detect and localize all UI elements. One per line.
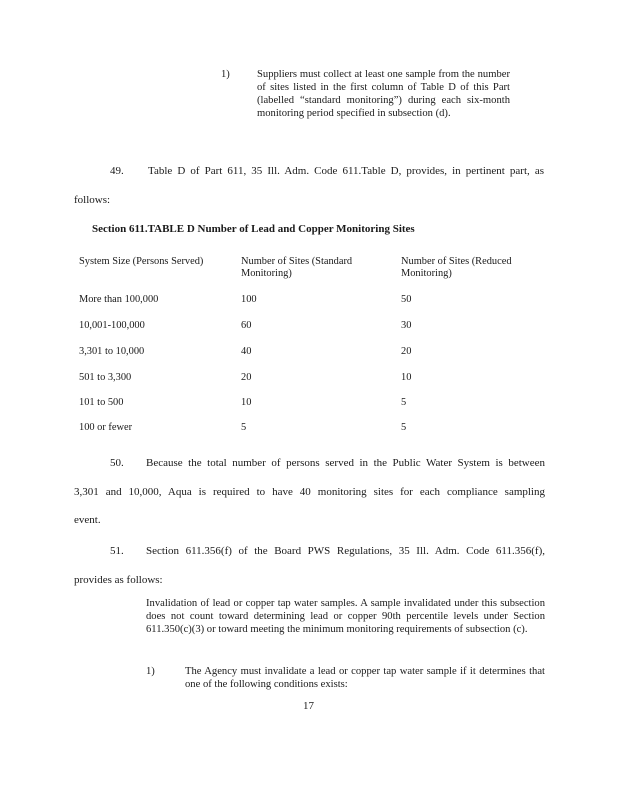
- paragraph-text: Section 611.356(f) of the Board PWS Regulations, 35 Ill. Adm. Code 611.356(f),: [146, 545, 545, 557]
- paragraph-number: 50.: [110, 457, 124, 469]
- table-header: Number of Sites (Reduced Monitoring): [401, 256, 512, 279]
- paragraph-text: provides as follows:: [74, 574, 163, 586]
- table-cell: 20: [401, 346, 412, 357]
- paragraph-text: follows:: [74, 194, 111, 206]
- table-cell: 30: [401, 320, 412, 331]
- paragraph-text: Because the total number of persons served in the Public Water System is between: [146, 457, 545, 469]
- table-cell: 10: [241, 397, 252, 408]
- table-cell: 50: [401, 294, 412, 305]
- paragraph-number: 49.: [110, 165, 124, 177]
- table-cell: 20: [241, 372, 252, 383]
- table-cell: More than 100,000: [79, 294, 159, 305]
- table-cell: 10: [401, 372, 412, 383]
- table-cell: 5: [241, 422, 247, 433]
- paragraph-text: event.: [74, 514, 101, 526]
- list-number: 1): [146, 666, 155, 677]
- table-cell: 3,301 to 10,000: [79, 346, 145, 357]
- table-cell: 5: [401, 422, 407, 433]
- table-header: Number of Sites (Standard Monitoring): [241, 256, 353, 279]
- table-cell: 101 to 500: [79, 397, 124, 408]
- list-item-text: The Agency must invalidate a lead or copper tap water sample if it determines that one of the following conditions exists:: [185, 666, 545, 690]
- table-cell: 5: [401, 397, 407, 408]
- table-cell: 100: [241, 294, 257, 305]
- list-number: 1): [221, 69, 230, 80]
- paragraph-text: 3,301 and 10,000, Aqua is required to have 40 monitoring sites for each compliance sampling: [74, 486, 545, 498]
- table-header: System Size (Persons Served): [79, 256, 204, 267]
- paragraph-text: Table D of Part 611, 35 Ill. Adm. Code 611.Table D, provides, in pertinent part, as: [148, 165, 544, 177]
- list-item-text: Suppliers must collect at least one sample from the number of sites listed in the first column of Table D of this Part (labelled “standard monitoring”) during each six-month monitoring period specified in subsection (d).: [257, 69, 510, 119]
- page-number: 17: [303, 700, 314, 712]
- table-cell: 60: [241, 320, 252, 331]
- table-cell: 501 to 3,300: [79, 372, 132, 383]
- table-cell: 100 or fewer: [79, 422, 133, 433]
- block-quote: Invalidation of lead or copper tap water samples. A sample invalidated under this subsection does not count toward determining lead or copper 90th percentile levels under Section 611.350(c)(3) or toward meeting the minimum monitoring requirements of subsection (c).: [146, 598, 545, 635]
- table-cell: 10,001-100,000: [79, 320, 145, 331]
- table-title: Section 611.TABLE D Number of Lead and Copper Monitoring Sites: [92, 223, 415, 235]
- table-cell: 40: [241, 346, 252, 357]
- paragraph-number: 51.: [110, 545, 124, 557]
